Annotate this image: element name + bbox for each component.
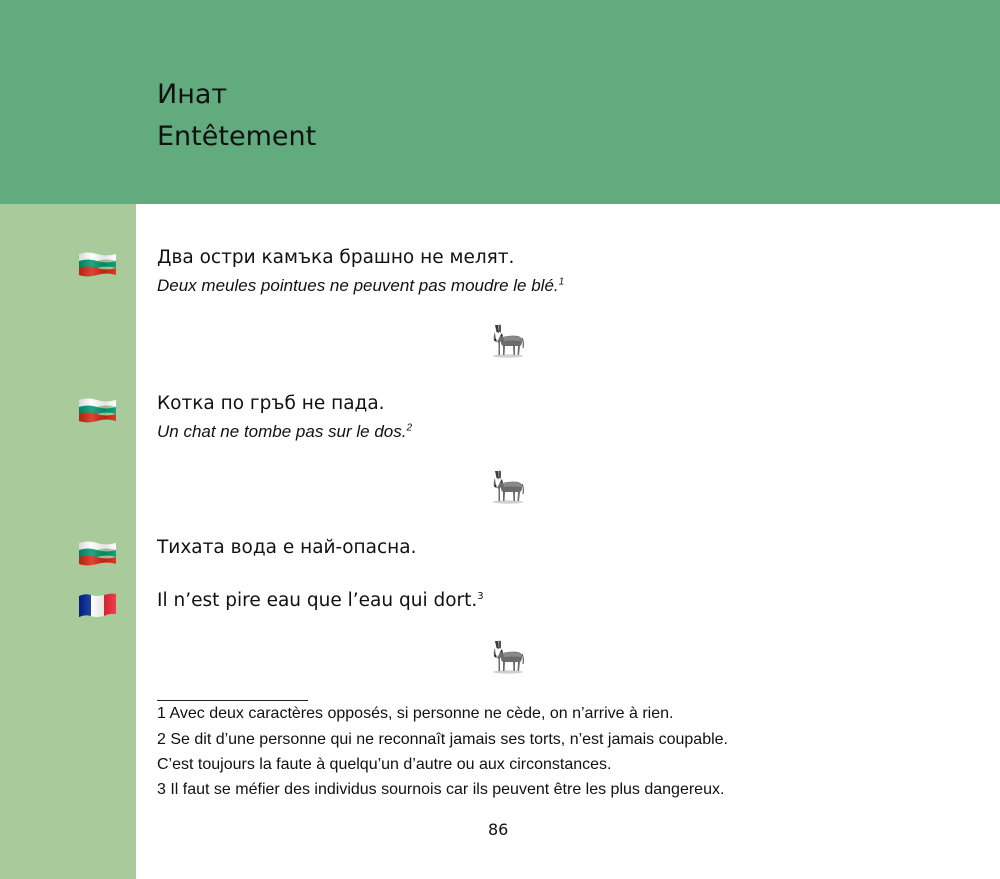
footnote-ref: 2: [406, 422, 413, 434]
footnote: 3 Il faut se méfier des individus sournois car ils peuvent être les plus dangereux.: [157, 781, 725, 798]
page-number: 86: [488, 820, 509, 839]
footnote: 2 Se dit d’une personne qui ne reconnaît jamais ses torts, n’est jamais coupable.: [157, 731, 728, 748]
footnote-ref: 3: [477, 590, 484, 602]
donkey-icon: [491, 638, 525, 674]
chapter-header: [0, 0, 1000, 204]
bulgaria-flag-icon: [79, 541, 116, 566]
proverb-french-equivalent: Il n’est pire eau que l’eau qui dort.$^3$: [157, 590, 484, 611]
donkey-icon: [491, 322, 525, 358]
bulgaria-flag-icon: [79, 398, 116, 423]
footnote: C’est toujours la faute à quelqu’un d’autre ou aux circonstances.: [157, 756, 612, 773]
proverb-translation: Un chat ne tombe pas sur le dos.$^2$: [157, 422, 413, 441]
france-flag-icon: [79, 592, 116, 617]
proverb-bulgarian: Котка по гръб не пада.: [157, 393, 385, 414]
proverb-bulgarian: Два остри камъка брашно не мелят.: [157, 247, 515, 268]
chapter-title-french: Entêtement: [157, 121, 317, 152]
donkey-icon: [491, 468, 525, 504]
proverb-bulgarian: Тихата вода е най-опасна.: [157, 537, 417, 558]
proverb-translation: Deux meules pointues ne peuvent pas moudre le blé.$^1$: [157, 276, 565, 295]
footnote: 1 Avec deux caractères opposés, si personne ne cède, on n’arrive à rien.: [157, 705, 674, 722]
chapter-title-bulgarian: Инат: [157, 79, 228, 110]
footnote-ref: 1: [558, 276, 565, 288]
bulgaria-flag-icon: [79, 252, 116, 277]
footnote-divider: [157, 700, 308, 701]
